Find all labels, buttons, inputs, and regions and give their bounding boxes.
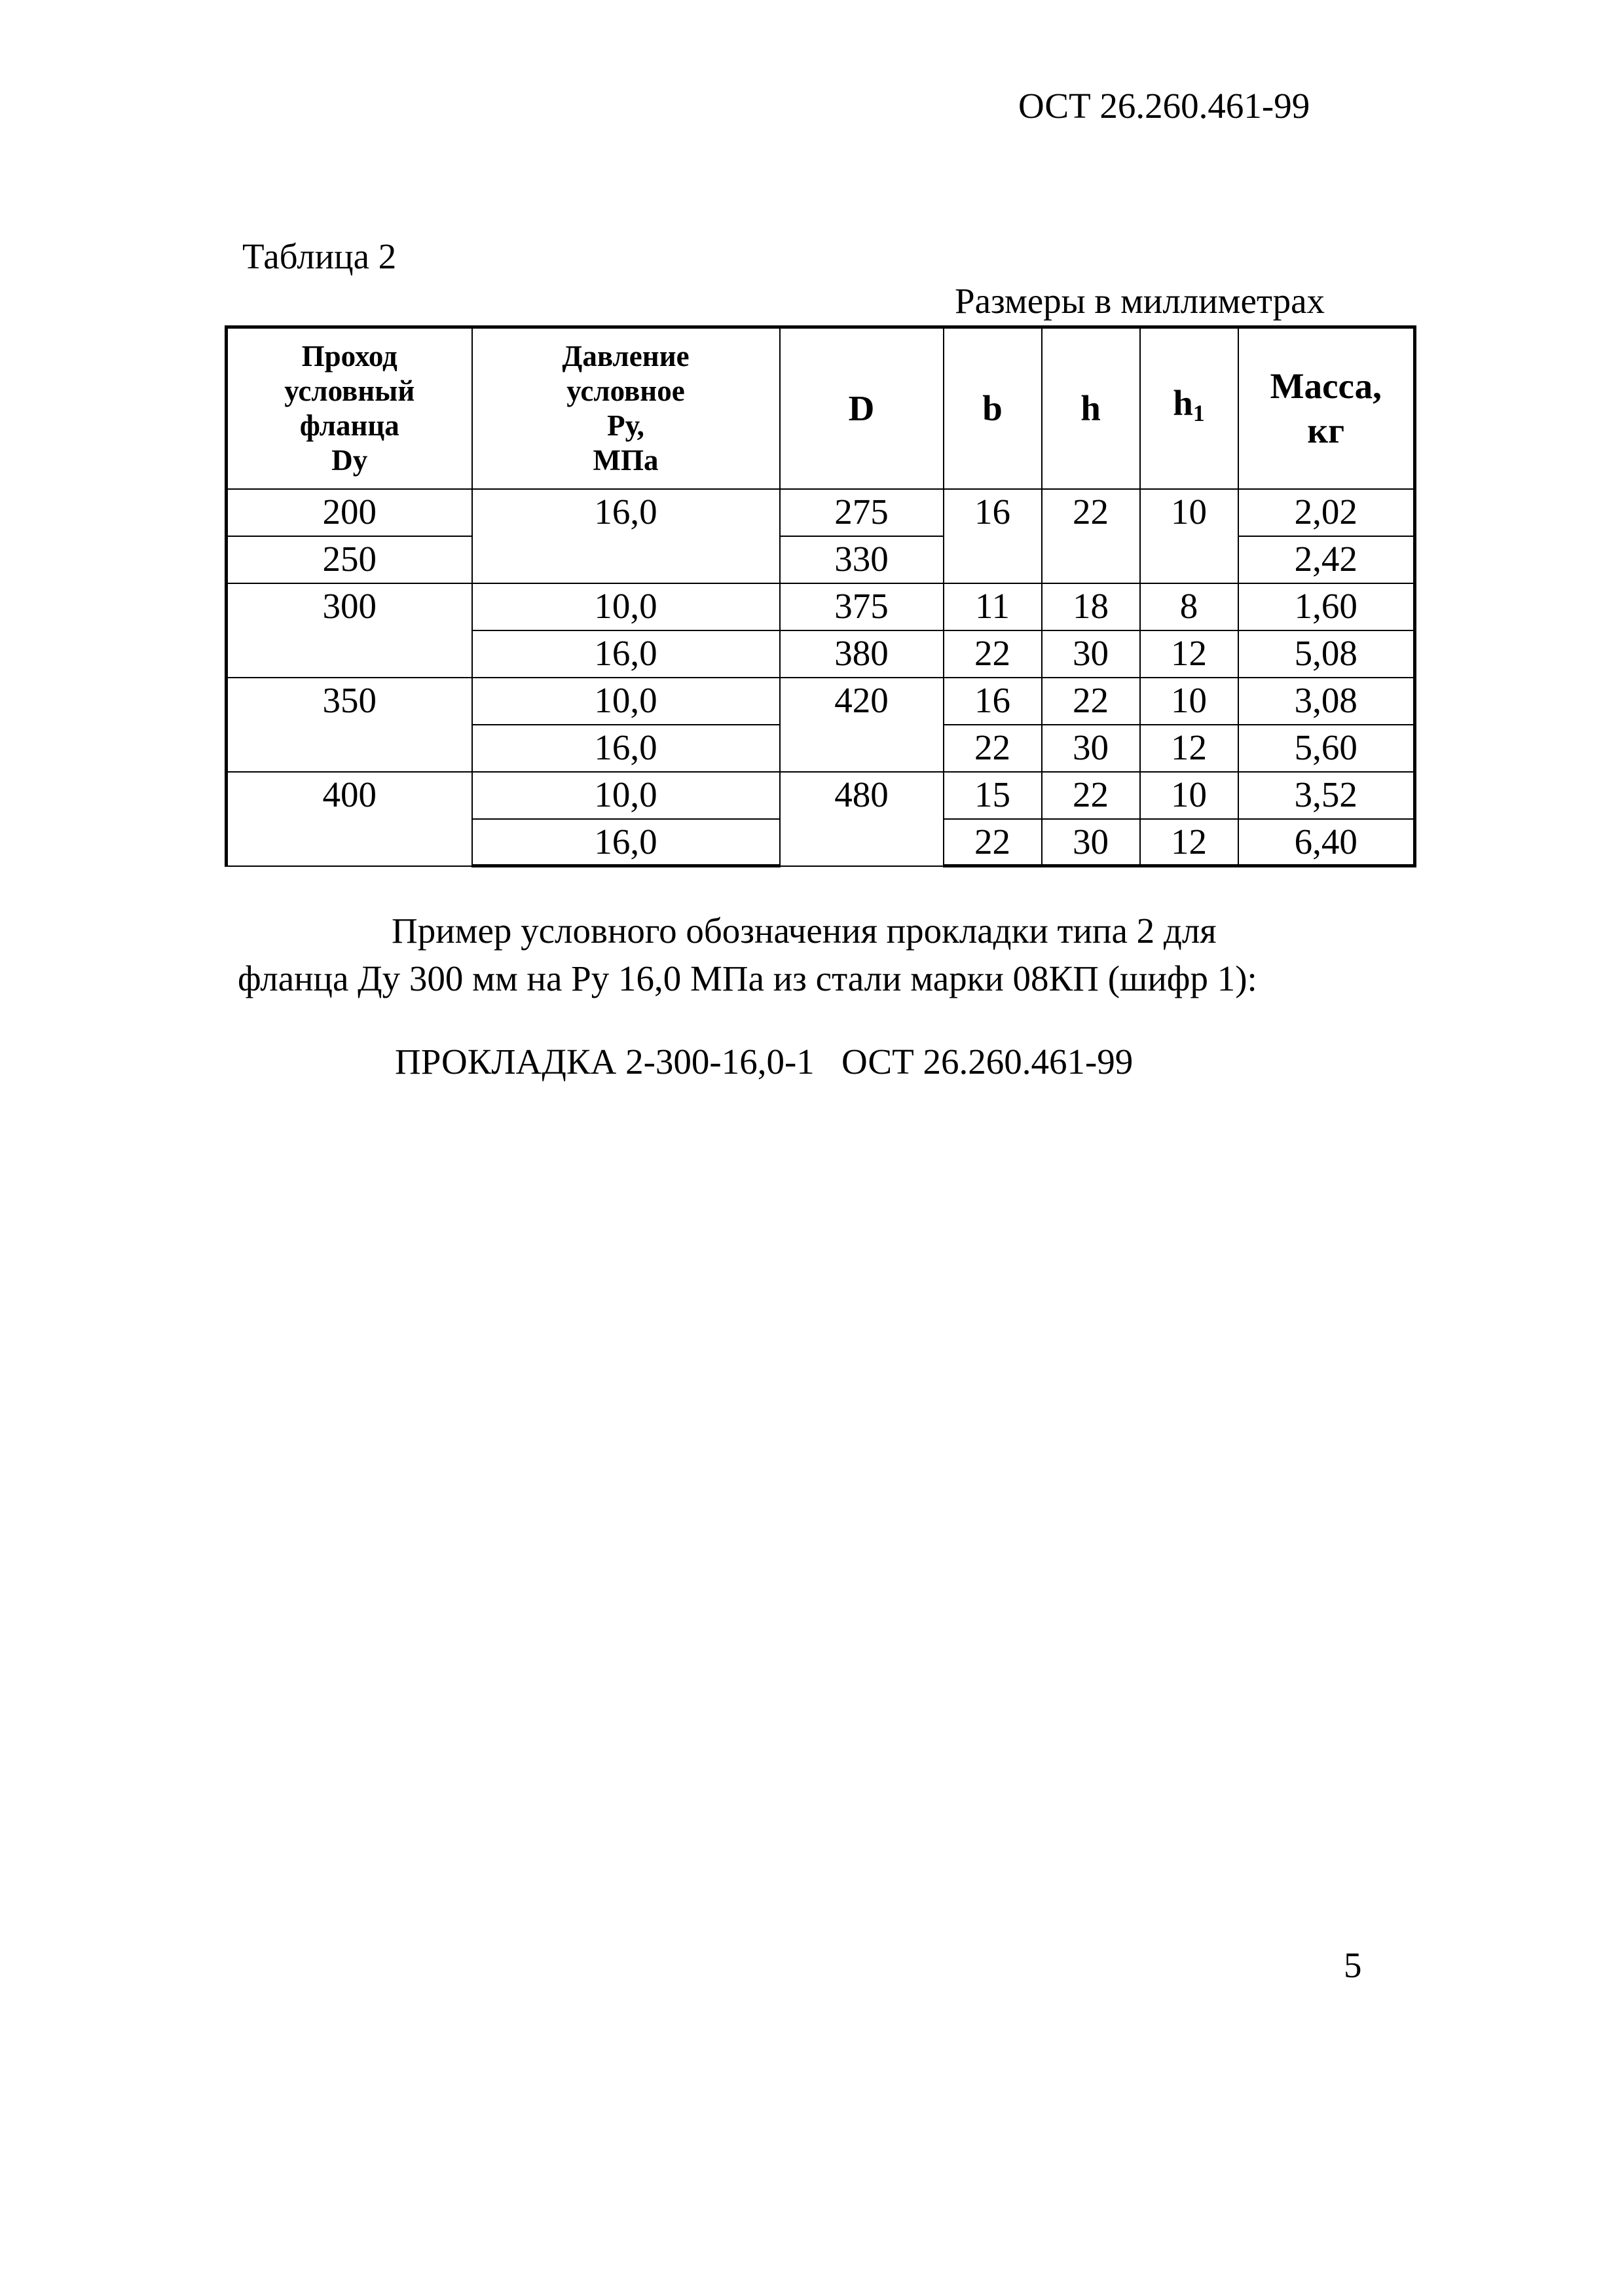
cell-h1: 8 (1140, 583, 1238, 630)
header-nominal-bore: Проход условный фланца Dy (227, 327, 472, 489)
table-row (227, 583, 1415, 630)
cell-py: 16,0 (472, 489, 780, 583)
cell-mass: 3,08 (1238, 678, 1415, 725)
cell-py: 16,0 (472, 630, 780, 678)
cell-py: 10,0 (472, 772, 780, 819)
header-h1: $h_1$ (1140, 327, 1238, 489)
table-row (227, 678, 1415, 725)
table-row (227, 772, 1415, 819)
table-label: Таблица 2 (242, 236, 397, 276)
cell-b: 22 (944, 725, 1042, 772)
header-h: h (1042, 327, 1140, 489)
cell-b: 15 (944, 772, 1042, 819)
cell-dy: 400 (227, 772, 472, 866)
cell-d: 420 (780, 678, 944, 772)
header-d: D (780, 327, 944, 489)
table-header-row (227, 327, 1415, 489)
cell-h1: 10 (1140, 678, 1238, 725)
cell-h1: 10 (1140, 772, 1238, 819)
cell-b: 16 (944, 489, 1042, 583)
cell-h1: 12 (1140, 630, 1238, 678)
cell-mass: 6,40 (1238, 819, 1415, 866)
header-b: b (944, 327, 1042, 489)
cell-b: 11 (944, 583, 1042, 630)
cell-b: 22 (944, 819, 1042, 866)
example-designation: ПРОКЛАДКА 2-300-16,0-1 ОСТ 26.260.461-99 (395, 1042, 1134, 1082)
table-row (227, 489, 1415, 536)
cell-mass: 3,52 (1238, 772, 1415, 819)
cell-mass: 5,08 (1238, 630, 1415, 678)
cell-dy: 200 (227, 489, 472, 536)
cell-py: 16,0 (472, 819, 780, 866)
cell-dy: 350 (227, 678, 472, 772)
cell-mass: 2,42 (1238, 536, 1415, 583)
cell-mass: 5,60 (1238, 725, 1415, 772)
cell-d: 380 (780, 630, 944, 678)
cell-py: 10,0 (472, 583, 780, 630)
cell-b: 16 (944, 678, 1042, 725)
cell-mass: 2,02 (1238, 489, 1415, 536)
cell-py: 16,0 (472, 725, 780, 772)
cell-h: 18 (1042, 583, 1140, 630)
header-nominal-pressure: Давление условное Ру, МПа (472, 327, 780, 489)
cell-mass: 1,60 (1238, 583, 1415, 630)
cell-dy: 250 (227, 536, 472, 583)
cell-h1: 12 (1140, 819, 1238, 866)
flange-gasket-table (225, 325, 1416, 867)
cell-h: 22 (1042, 489, 1140, 583)
cell-d: 275 (780, 489, 944, 536)
cell-h: 30 (1042, 725, 1140, 772)
cell-h: 30 (1042, 819, 1140, 866)
cell-h1: 10 (1140, 489, 1238, 583)
cell-d: 480 (780, 772, 944, 866)
cell-d: 330 (780, 536, 944, 583)
page-number: 5 (1344, 1945, 1362, 1985)
units-note: Размеры в миллиметрах (955, 281, 1325, 321)
cell-h: 22 (1042, 678, 1140, 725)
example-text-line2: фланца Ду 300 мм на Ру 16,0 МПа из стали марки 08КП (шифр 1): (238, 958, 1257, 998)
cell-h: 30 (1042, 630, 1140, 678)
cell-h1: 12 (1140, 725, 1238, 772)
cell-h: 22 (1042, 772, 1140, 819)
document-code: ОСТ 26.260.461-99 (1018, 86, 1310, 126)
example-text-line1: Пример условного обозначения прокладки типа 2 для (392, 911, 1217, 951)
cell-b: 22 (944, 630, 1042, 678)
cell-d: 375 (780, 583, 944, 630)
cell-py: 10,0 (472, 678, 780, 725)
cell-dy: 300 (227, 583, 472, 678)
header-mass: Масса, кг (1238, 327, 1415, 489)
